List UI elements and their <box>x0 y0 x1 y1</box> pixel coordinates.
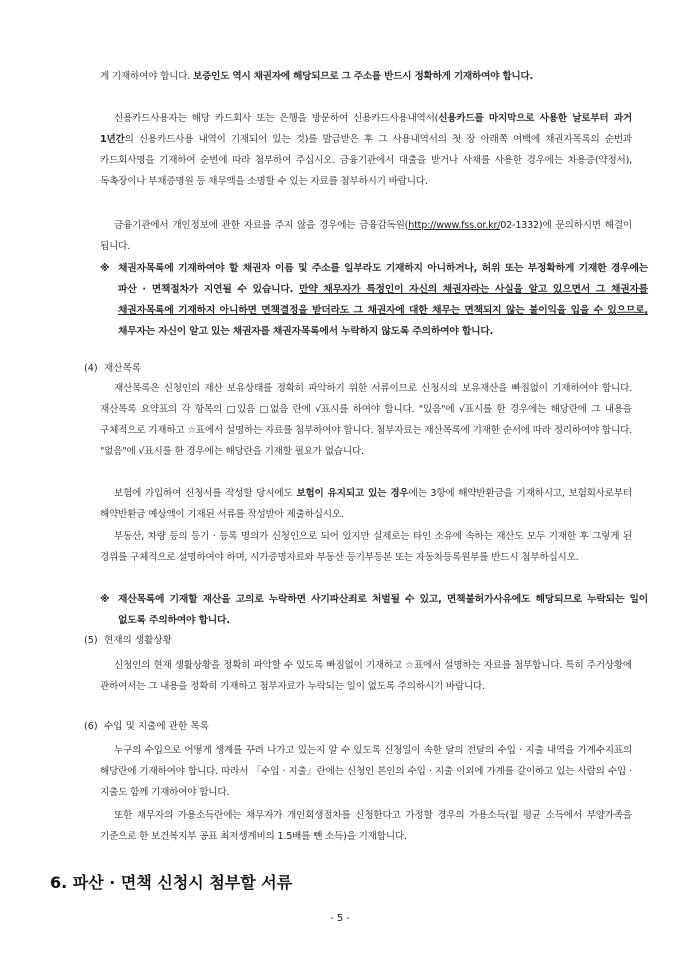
text: 02-1332)에 문의하시면 해결이 됩니다. <box>100 220 632 252</box>
text: 신청인의 현재 생활상황을 정확히 파악할 수 있도록 빠짐없이 기재하고 ☆표에서 설명하는 자료를 첨부합니다. 특히 주거상황에 관하여서는 그 내용을 정확히 기재하고 첨부자료가 누락되는 일이 없도록 주의하시기 바랍니다. <box>100 660 632 692</box>
bold-text: 채권자목록에 기재하여야 할 채권자 이름 및 주소를 일부라도 기재하지 아니하거나, 허위 또는 부정확하게 기재한 경우에는 파산 · 면책절차가 지연될 수 있습니다. <box>118 263 648 295</box>
section-5-heading <box>84 632 172 650</box>
section-number: (6) <box>84 721 98 732</box>
text: 부동산, 차량 등의 등기 · 등록 명의가 신청인으로 되어 있지만 실제로는 타인 소유에 속하는 재산도 모두 기재한 후 그렇게 된 경위를 구체적으로 설명하여야 하며, 시가증명자료와 부동산 등기부등본 또는 자동차등록원부를 반드시 첨부하십시오. <box>100 531 632 563</box>
warning-mark-icon: ※ <box>100 594 110 605</box>
paragraph-income <box>100 740 632 803</box>
warning-creditor-list <box>100 258 648 342</box>
section-title: 수입 및 지출에 관한 목록 <box>104 721 209 732</box>
text: 누구의 수입으로 어떻게 생계를 꾸려 나가고 있는지 알 수 있도록 신청일이 속한 달의 전달의 수입 · 지출 내역을 가계수지표의 해당란에 기재하여야 합니다. 따라서 「수입 · 지출」란에는 신청인 본인의 수입 · 지출 이외에 가계를 같이하고 있는 사람의 수입 · 지출도 함께 기재하여야 합니다. <box>100 745 632 798</box>
bold-text: 보험이 유지되고 있는 경우 <box>296 488 409 499</box>
paragraph-guarantor <box>100 66 632 87</box>
text: 보험에 가입하여 신청서를 작성할 당시에도 <box>114 488 297 499</box>
page-number: - 5 - <box>330 913 350 924</box>
warning-mark-icon: ※ <box>100 263 110 274</box>
warning-property-omission <box>100 589 648 631</box>
text: 재산목록은 신청인의 재산 보유상태를 정확히 파악하기 위한 서류이므로 신청시의 보유재산을 빠짐없이 기재하여야 합니다. 재산목록 요약표의 각 항목의 □있음 □없음 란에 √표시를 하여야 합니다. "있음"에 √표시를 한 경우에는 해당란에 그 내용을 구체적으로 기재하고 ☆표에서 설명하는 자료를 첨부하여야 합니다. 첨부자료는 재산목록에 기재한 순서에 따라 정리하여야 합니다. "없음"에 √표시를 한 경우에는 해당란을 기재할 필요가 없습니다. <box>100 383 632 457</box>
text: 의 신용카드사용 내역이 기재되어 있는 것)를 발급받은 후 그 사용내역서의 첫 장 아래쪽 여백에 채권자목록의 순번과 카드회사명을 기재하여 순번에 따라 첨부하여 주십시오. 금융기관에서 대출을 받거나 사채를 사용한 경우에는 차용증(약정서), 독촉장이나 부채증명원 등 채무액을 소명할 수 있는 자료를 첨부하시기 바랍니다. <box>100 134 632 187</box>
bold-text: 채무자는 자신이 알고 있는 채권자를 채권자목록에서 누락하지 않도록 주의하여야 합니다. <box>118 326 494 337</box>
section-heading: 6. 파산 · 면책 신청시 첨부할 서류 <box>50 873 293 892</box>
bold-text: 재산목록에 기재할 재산을 고의로 누락하면 사기파산죄로 처벌될 수 있고, 면책불허가사유에도 해당되므로 누락되는 일이 없도록 주의하여야 합니다. <box>118 594 648 626</box>
bold-text: 신용카드를 마지막으로 사용한 날로부터 과거 1년간 <box>100 113 632 145</box>
fss-link[interactable]: http://www.fss.or.kr/ <box>408 220 501 231</box>
section-title: 재산목록 <box>104 363 142 374</box>
paragraph-property-list <box>100 378 632 462</box>
text: 게 기재하여야 합니다. <box>100 71 194 82</box>
paragraph-living-situation <box>100 655 632 697</box>
text: 또한 채무자의 가용소득란에는 채무자가 개인회생절차를 신청한다고 가정할 경우의 가용소득(월 평균 소득에서 부양가족을 기준으로 한 보건복지부 공표 최저생계비의 1.5배를 뺀 소득)을 기재합니다. <box>100 810 632 842</box>
paragraph-credit-card <box>100 108 632 192</box>
section-number: (4) <box>84 363 98 374</box>
section-4-heading <box>84 360 141 378</box>
bold-text: 보증인도 역시 채권자에 해당되므로 그 주소를 반드시 정확하게 기재하여야 합니다. <box>193 71 534 82</box>
section-title: 현재의 생활상황 <box>104 635 172 646</box>
text: 에는 3항에 해약반환금을 기재하시고, 보험회사로부터 해약반환금 예상액이 기재된 서류를 작성받아 제출하십시오. <box>100 488 632 520</box>
underlined-text: 만약 채무자가 특정인이 자신의 채권자라는 사실을 알고 있으면서 그 채권자를 채권자목록에 기재하지 아니하면 면책결정을 받더라도 그 채권자에 대한 채무는 면책되지 않는 불이익을 입을 수 있으므로, <box>118 284 649 316</box>
text: 신용카드사용자는 해당 카드회사 또는 은행을 방문하여 신용카드사용내역서( <box>114 113 439 124</box>
paragraph-insurance <box>100 483 632 525</box>
section-number: (5) <box>84 635 98 646</box>
paragraph-real-estate <box>100 526 632 568</box>
text: 금융기관에서 개인정보에 관한 자료를 주지 않을 경우에는 금융감독원( <box>114 220 409 231</box>
paragraph-disposable-income <box>100 805 632 847</box>
section-6-heading <box>84 718 209 736</box>
paragraph-fss <box>100 215 632 257</box>
